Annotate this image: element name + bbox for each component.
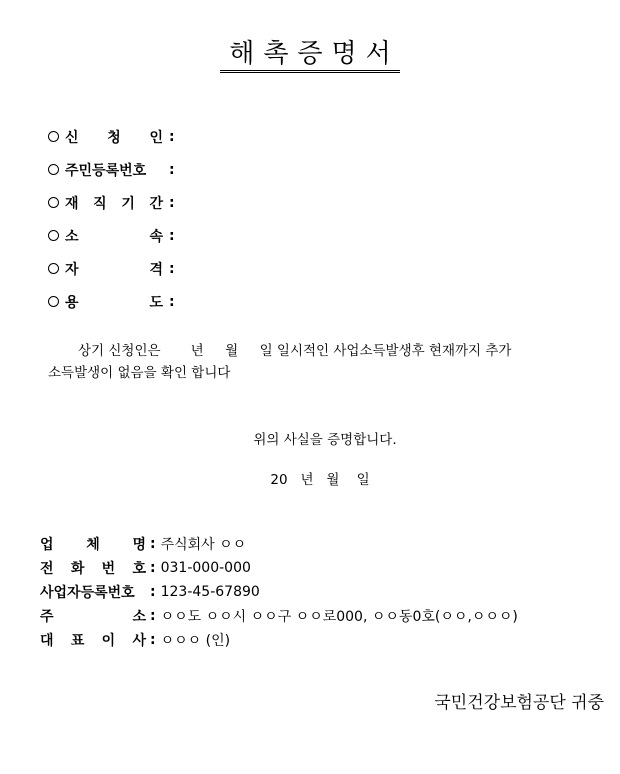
- field-label: 주민등록번호: [65, 162, 147, 179]
- company-row-ceo: 대 표 이 사 : ㅇㅇㅇ (인): [40, 632, 231, 649]
- bullet-circle-icon: [48, 230, 59, 241]
- company-info: [40, 532, 600, 652]
- company-row-business-number: 사업자등록번호 : 123-45-67890: [40, 584, 260, 601]
- business-number-value: 123-45-67890: [160, 584, 260, 600]
- field-label: 신 청 인: [65, 129, 163, 146]
- field-applicant-name: [48, 120, 448, 153]
- issue-date: 20 년 월 일: [270, 472, 370, 488]
- company-name-value: 주식회사 ㅇㅇ: [160, 537, 247, 553]
- field-qualification: [48, 252, 448, 285]
- field-label: 재 직 기 간: [65, 195, 163, 212]
- bullet-circle-icon: [48, 131, 59, 142]
- company-row-phone: 전 화 번 호 : 031-000-000: [40, 560, 251, 577]
- confirmation-statement: 위의 사실을 증명합니다.: [253, 432, 397, 448]
- ceo-name-value: ㅇㅇㅇ (인): [160, 633, 231, 649]
- field-purpose: [48, 285, 448, 318]
- field-resident-number: [48, 153, 448, 186]
- field-label: 소 속: [65, 228, 163, 245]
- company-label: 주 소: [40, 609, 146, 625]
- body-line-1: 상기 신청인은 년 월 일 일시적인 사업소득발생후 현재까지 추가: [78, 343, 512, 359]
- company-address-value: ㅇㅇ도 ㅇㅇ시 ㅇㅇ구 ㅇㅇ로000, ㅇㅇ동0호(ㅇㅇ,ㅇㅇㅇ): [160, 609, 518, 625]
- company-phone-value: 031-000-000: [160, 560, 251, 576]
- company-label: 전 화 번 호: [40, 561, 146, 577]
- bullet-circle-icon: [48, 263, 59, 274]
- company-label: 사업자등록번호: [40, 585, 135, 601]
- field-colon: :: [169, 293, 175, 310]
- document-title: 해촉증명서: [220, 38, 400, 73]
- bullet-circle-icon: [48, 164, 59, 175]
- field-affiliation: [48, 219, 448, 252]
- company-label: 업 체 명: [40, 537, 146, 553]
- field-colon: :: [169, 194, 175, 211]
- bullet-circle-icon: [48, 296, 59, 307]
- recipient-line: 국민건강보험공단 귀중: [434, 693, 604, 713]
- company-row-address: 주 소 : ㅇㅇ도 ㅇㅇ시 ㅇㅇ구 ㅇㅇ로000, ㅇㅇ동0호(ㅇㅇ,ㅇㅇㅇ): [40, 608, 518, 625]
- field-colon: :: [169, 161, 175, 178]
- field-colon: :: [169, 227, 175, 244]
- company-row-name: 업 체 명 : 주식회사 ㅇㅇ: [40, 536, 247, 553]
- field-label: 용 도: [65, 294, 163, 311]
- field-colon: :: [169, 128, 175, 145]
- applicant-fields: [48, 120, 448, 318]
- document-title-wrapper: [0, 38, 620, 73]
- field-colon: :: [169, 260, 175, 277]
- bullet-circle-icon: [48, 197, 59, 208]
- field-label: 자 격: [65, 261, 163, 278]
- body-line-2: 소득발생이 없음을 확인 합니다: [48, 365, 231, 381]
- field-employment-period: [48, 186, 448, 219]
- company-label: 대 표 이 사: [40, 633, 146, 649]
- certificate-body: [48, 340, 568, 384]
